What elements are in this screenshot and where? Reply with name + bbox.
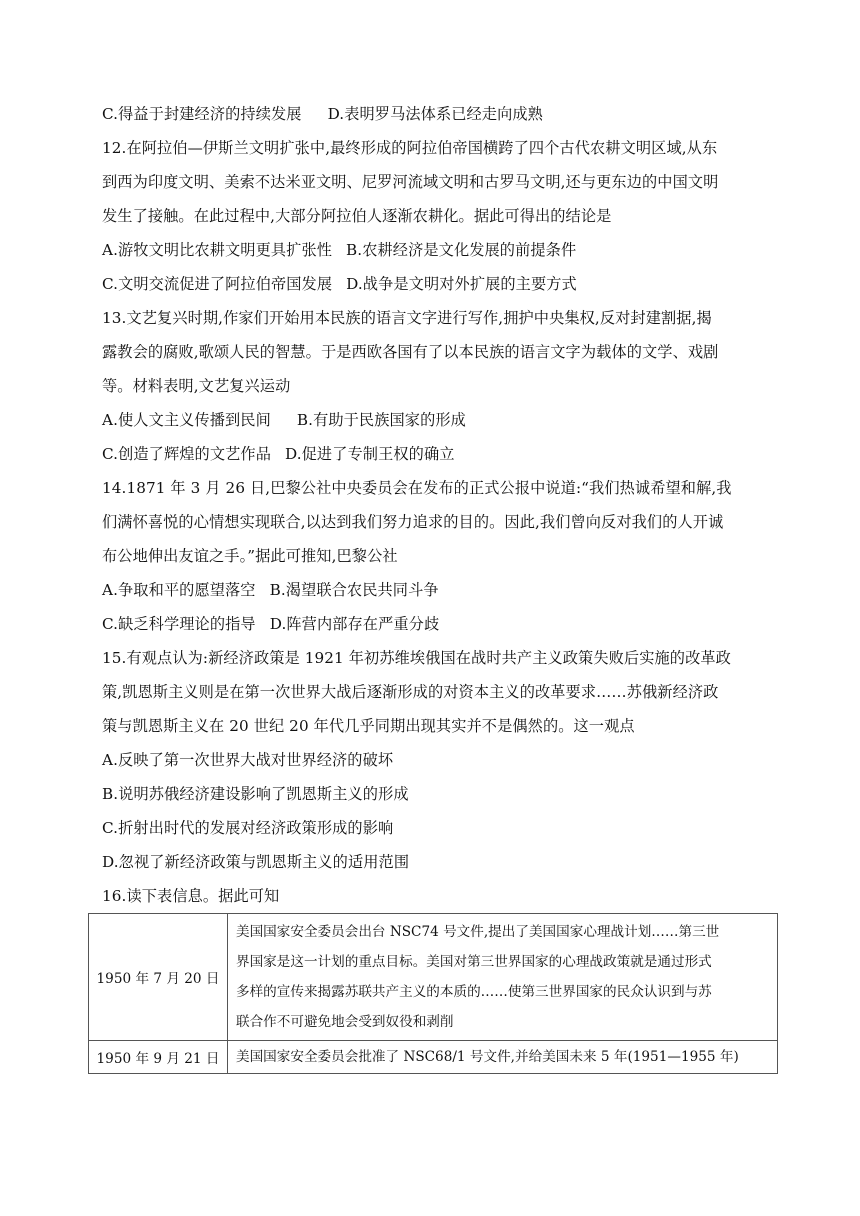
q14-stem-line-1: 14.1871 年 3 月 26 日,巴黎公社中央委员会在发布的正式公报中说道:“我们热诚希望和解,我	[102, 479, 732, 497]
table-content-line: 多样的宣传来揭露苏联共产主义的本质的……使第三世界国家的民众认识到与苏	[236, 984, 712, 1000]
q14-option-b: B.渴望联合农民共同斗争	[269, 581, 439, 599]
q14-stem-line-3: 布公地伸出友谊之手。”据此可推知,巴黎公社	[102, 547, 398, 565]
table-row	[89, 914, 778, 1041]
q15-option-d: D.忽视了新经济政策与凯恩斯主义的适用范围	[102, 853, 410, 871]
q11-options	[102, 106, 778, 123]
q15-option-c: C.折射出时代的发展对经济政策形成的影响	[102, 819, 394, 837]
q13-option-a: A.使人文主义传播到民间	[102, 411, 271, 429]
exam-page	[102, 106, 778, 922]
q13-stem-line-1: 13.文艺复兴时期,作家们开始用本民族的语言文字进行写作,拥护中央集权,反对封建割据,揭	[102, 309, 712, 327]
q16-info-table	[88, 913, 778, 1074]
q12-option-a: A.游牧文明比农耕文明更具扩张性	[102, 241, 333, 259]
q13-option-d: D.促进了专制王权的确立	[284, 445, 455, 463]
q14-options-ab	[102, 582, 778, 599]
q15-stem-line-2: 策,凯恩斯主义则是在第一次世界大战后逐渐形成的对资本主义的改革要求……苏俄新经济政	[102, 683, 719, 701]
q12-options-ab	[102, 242, 778, 259]
q13-option-c: C.创造了辉煌的文艺作品	[102, 445, 271, 463]
table-content-cell	[228, 914, 778, 1041]
q13-stem-line-2: 露教会的腐败,歌颂人民的智慧。于是西欧各国有了以本民族的语言文字为载体的文学、戏剧	[102, 343, 719, 361]
q12-stem-line-3: 发生了接触。在此过程中,大部分阿拉伯人逐渐农耕化。据此可得出的结论是	[102, 207, 612, 225]
q14-option-a: A.争取和平的愿望落空	[102, 581, 256, 599]
q15-stem-line-1: 15.有观点认为:新经济政策是 1921 年初苏维埃俄国在战时共产主义政策失败后实施的改革政	[102, 649, 731, 667]
q15-option-b: B.说明苏俄经济建设影响了凯恩斯主义的形成	[102, 785, 409, 803]
q12-option-d: D.战争是文明对外扩展的主要方式	[346, 275, 577, 293]
q12-stem-line-1: 12.在阿拉伯—伊斯兰文明扩张中,最终形成的阿拉伯帝国横跨了四个古代农耕文明区域,从东	[102, 139, 718, 157]
q14-option-c: C.缺乏科学理论的指导	[102, 615, 256, 633]
table-content-line: 界国家是这一计划的重点目标。美国对第三世界国家的心理战政策就是通过形式	[236, 954, 712, 970]
q13-option-b: B.有助于民族国家的形成	[296, 411, 466, 429]
q16-stem: 16.读下表信息。据此可知	[102, 887, 280, 905]
table-content-cell: 美国国家安全委员会批准了 NSC68/1 号文件,并给美国未来 5 年(1951—1955 年)	[228, 1041, 778, 1074]
q14-option-d: D.阵营内部存在严重分歧	[269, 615, 440, 633]
q12-option-b: B.农耕经济是文化发展的前提条件	[346, 241, 577, 259]
q15-option-a: A.反映了第一次世界大战对世界经济的破坏	[102, 751, 394, 769]
table-row	[89, 1041, 778, 1074]
q11-option-d: D.表明罗马法体系已经走向成熟	[327, 105, 543, 123]
q12-stem-line-2: 到西为印度文明、美索不达米亚文明、尼罗河流域文明和古罗马文明,还与更东边的中国文明	[102, 173, 719, 191]
table-content-line: 联合作不可避免地会受到奴役和剥削	[236, 1014, 454, 1030]
table-content-line: 美国国家安全委员会出台 NSC74 号文件,提出了美国国家心理战计划……第三世	[236, 924, 720, 940]
q14-options-cd	[102, 616, 778, 633]
q12-option-c: C.文明交流促进了阿拉伯帝国发展	[102, 275, 333, 293]
q13-options-ab	[102, 412, 778, 429]
q13-options-cd	[102, 446, 778, 463]
q15-stem-line-3: 策与凯恩斯主义在 20 世纪 20 年代几乎同期出现其实并不是偶然的。这一观点	[102, 717, 635, 735]
q13-stem-line-3: 等。材料表明,文艺复兴运动	[102, 377, 291, 395]
table-date-cell: 1950 年 9 月 21 日	[89, 1041, 228, 1074]
q12-options-cd	[102, 276, 778, 293]
q11-option-c: C.得益于封建经济的持续发展	[102, 105, 302, 123]
table-date-cell: 1950 年 7 月 20 日	[89, 914, 228, 1041]
q14-stem-line-2: 们满怀喜悦的心情想实现联合,以达到我们努力追求的目的。因此,我们曾向反对我们的人开诚	[102, 513, 724, 531]
